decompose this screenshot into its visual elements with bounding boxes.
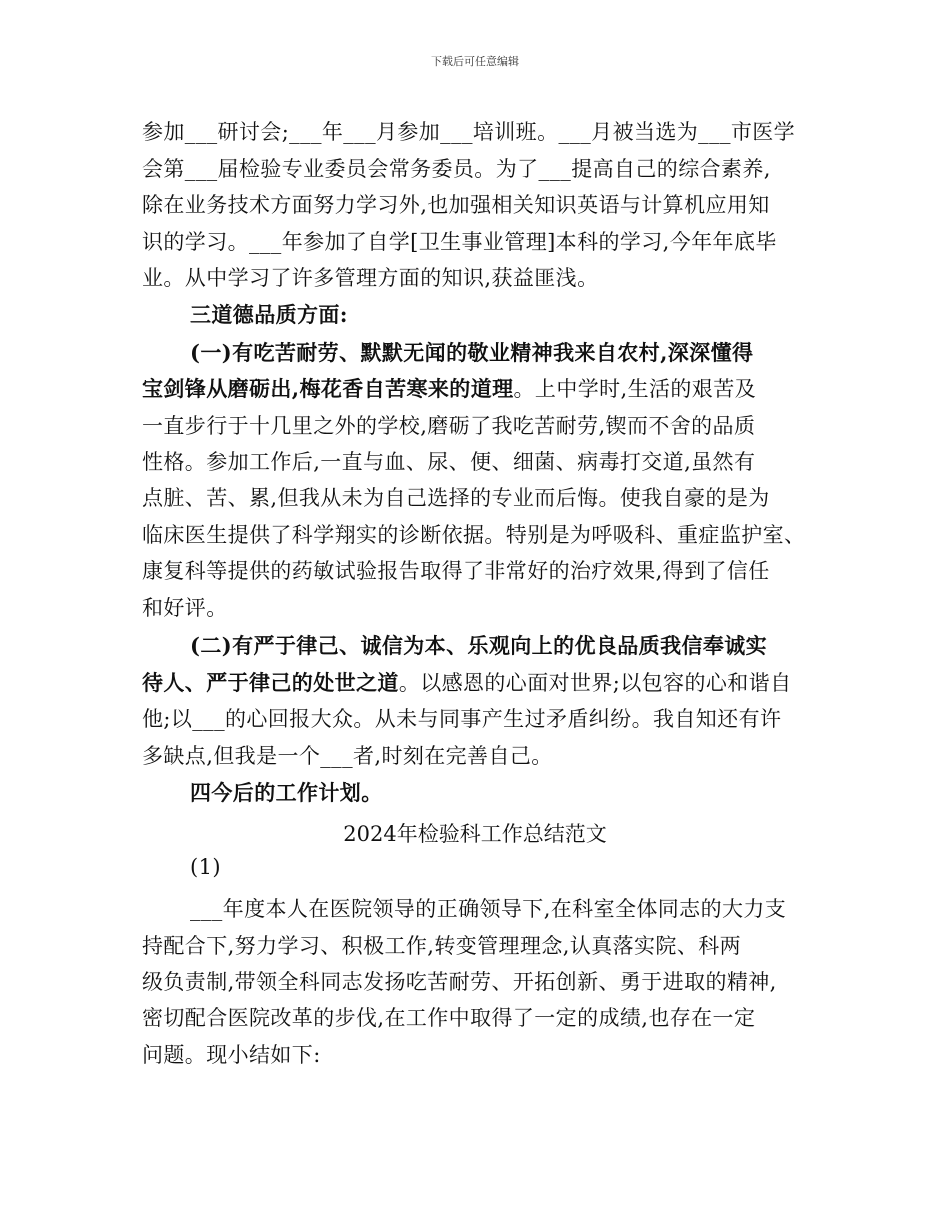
plain-text: 级负责制,带领全科同志发扬吃苦耐劳、开拓创新、勇于进取的精神, — [142, 970, 777, 994]
plain-text: 会第___届检验专业委员会常务委员。为了___提高自己的综合素养, — [142, 157, 771, 181]
plain-text: 除在业务技术方面努力学习外,也加强相关知识英语与计算机应用知 — [142, 193, 770, 217]
plain-text: 业。从中学习了许多管理方面的知识,获益匪浅。 — [142, 266, 599, 290]
plain-text: 参加___研讨会;___年___月参加___培训班。___月被当选为___市医学 — [142, 120, 796, 144]
text-line — [142, 189, 770, 219]
text-line — [142, 930, 741, 960]
text-line — [142, 703, 781, 733]
plain-text: 一直步行于十几里之外的学校,磨砺了我吃苦耐劳,锲而不舍的品质 — [142, 414, 756, 438]
text-line — [142, 116, 795, 146]
text-line — [190, 777, 383, 807]
text-line — [142, 740, 553, 770]
page-header: 下载后可任意编辑 — [431, 55, 519, 68]
plain-text: 。上中学时,生活的艰苦及 — [513, 377, 756, 401]
plain-text: 识的学习。___年参加了自学[卫生事业管理]本科的学习,今年年底毕 — [142, 230, 777, 254]
plain-text: 性格。参加工作后,一直与血、尿、便、细菌、病毒打交道,虽然有 — [142, 450, 756, 474]
plain-text: 持配合下,努力学习、积极工作,转变管理理念,认真落实院、科两 — [142, 934, 742, 958]
plain-text: ___年度本人在医院领导的正确领导下,在科室全体同志的大力支 — [190, 897, 787, 921]
text-line — [190, 337, 753, 367]
bold-text: (二)有严于律己、诚信为本、乐观向上的优良品质我信奉诚实 — [190, 633, 768, 658]
text-line — [142, 373, 756, 403]
plain-text: 临床医生提供了科学翔实的诊断依据。特别是为呼吸科、重症监护室、 — [142, 523, 806, 547]
text-line — [142, 1039, 321, 1069]
text-line — [142, 446, 755, 476]
plain-text: 多缺点,但我是一个___者,时刻在完善自己。 — [142, 744, 553, 768]
text-line — [142, 1002, 755, 1032]
bold-text: 三道德品质方面: — [190, 302, 348, 327]
bold-text: (一)有吃苦耐劳、默默无闻的敬业精神我来自农村,深深懂得 — [190, 340, 754, 365]
section-title: 2024年检验科工作总结范文 — [343, 822, 607, 846]
text-line — [142, 592, 228, 622]
text-line — [142, 519, 805, 549]
bold-text: 待人、严于律己的处世之道 — [142, 670, 399, 695]
text-line — [190, 630, 767, 660]
plain-text: 康复科等提供的药敏试验报告取得了非常好的治疗效果,得到了信任 — [142, 559, 770, 583]
text-line — [142, 482, 770, 512]
text-line — [142, 226, 777, 256]
bold-text: 宝剑锋从磨砺出,梅花香自苦寒来的道理 — [142, 376, 514, 401]
text-line — [142, 667, 792, 697]
text-line — [190, 855, 221, 879]
plain-text: (1) — [190, 855, 221, 879]
text-line — [142, 966, 777, 996]
plain-text: 他;以___的心回报大众。从未与同事产生过矛盾纠纷。我自知还有许 — [142, 707, 782, 731]
plain-text: 和好评。 — [142, 596, 228, 620]
plain-text: 问题。现小结如下: — [142, 1043, 321, 1067]
plain-text: 点脏、苦、累,但我从未为自己选择的专业而后悔。使我自豪的是为 — [142, 486, 770, 510]
bold-text: 四今后的工作计划。 — [190, 780, 383, 805]
text-line — [190, 893, 786, 923]
text-line — [142, 153, 771, 183]
plain-text: 。以感恩的心面对世界;以包容的心和谐自 — [398, 671, 792, 695]
plain-text: 密切配合医院改革的步伐,在工作中取得了一定的成绩,也存在一定 — [142, 1006, 756, 1030]
text-line — [142, 262, 598, 292]
text-line — [142, 410, 755, 440]
text-line — [190, 299, 348, 329]
text-line — [142, 555, 770, 585]
